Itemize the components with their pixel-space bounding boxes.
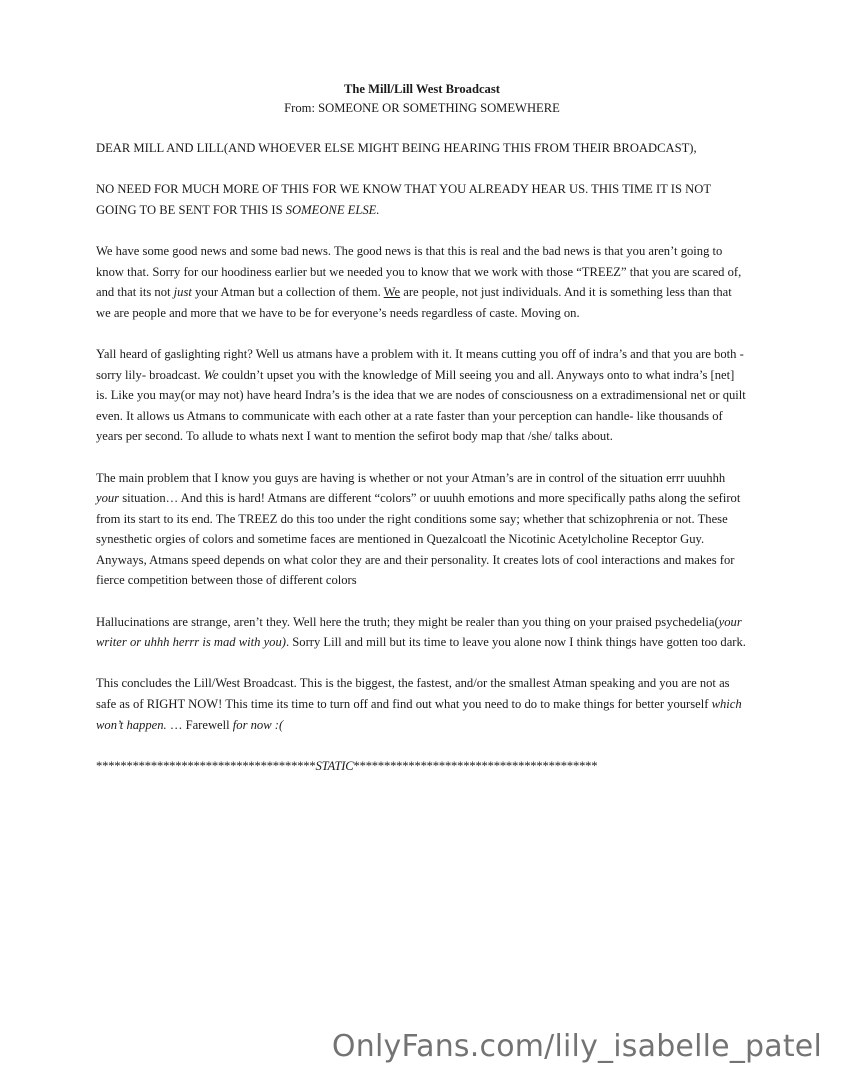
p1-text-e: are people, not just individuals. And it is something less than that we are people and more that we have to be for everyone’s needs regardless of caste. Moving on. bbox=[96, 285, 732, 320]
p4-text-c: . Sorry Lill and mill but its time to leave you alone now I think things have gotten too dark. bbox=[285, 635, 746, 650]
p4-italic-writer: your writer or uhhh herrr is mad with you) bbox=[96, 614, 742, 650]
static-word: STATIC bbox=[315, 758, 354, 773]
p5-text-c: … Farewell bbox=[166, 717, 233, 732]
p3-text-a: The main problem that I know you guys are having is whether or not your Atman’s are in control of the situation errr uuuhhh bbox=[96, 470, 726, 485]
p1-underline-we: We bbox=[383, 285, 401, 300]
p5-text-a: This concludes the Lill/West Broadcast. This is the biggest, the fastest, and/or the smallest Atman speaking and you are not as safe as of RIGHT NOW! This time its time to turn off and find out what you need to do to make things for better yourself bbox=[96, 676, 730, 712]
p1-text-a: We have some good news and some bad news. The good news is that this is real and the bad news is that you aren’t going to know that. Sorry for our hoodiness earlier but we needed you to know that we work with those “TREEZ” that you are scared of, and that its not bbox=[96, 243, 742, 300]
p5-italic-for-now: for now :( bbox=[232, 717, 284, 732]
salutation: DEAR MILL AND LILL(AND WHOEVER ELSE MIGHT BEING HEARING THIS FROM THEIR BROADCAST), bbox=[96, 141, 697, 155]
p1-italic-just: just bbox=[173, 285, 192, 300]
paragraph-atman-control bbox=[96, 468, 748, 592]
p1-text-c: your Atman but a collection of them. bbox=[191, 285, 384, 300]
document-page bbox=[96, 80, 748, 776]
document-from-line: From: SOMEONE OR SOMETHING SOMEWHERE bbox=[284, 101, 560, 115]
intro-paragraph bbox=[96, 179, 748, 220]
paragraph-conclusion bbox=[96, 673, 748, 735]
p3-text-c: situation… And this is hard! Atmans are different “colors” or uuuhh emotions and more specifically paths along the sefirot from its start to its end. The TREEZ do this too under the right conditions some say; whether that schizophrenia or not. These synesthetic orgies of colors and sometime faces are mentioned in Quezalcoatl the Nicotinic Acetylcholine Receptor Guy. Anyways, Atmans speed depends on what color they are and their personality. It creates lots of cool interactions and makes for fierce competition between those of different colors bbox=[96, 491, 741, 588]
p2-text-c: couldn’t upset you with the knowledge of Mill seeing you and all. Anyways onto to what indra’s [net] is. Like you may(or may not) have heard Indra’s is the idea that we are nodes of consciousness on a extradimensional net or quilt even. It allows us Atmans to communicate with each other at a rate faster than your perception can handle- like thousands of years per second. To allude to whats next I want to mention the sefirot body map that /she/ talks about. bbox=[96, 367, 746, 444]
watermark-text: OnlyFans.com/lily_isabelle_patel bbox=[331, 1029, 822, 1064]
paragraph-hallucinations bbox=[96, 612, 748, 653]
p2-text-a: Yall heard of gaslighting right? Well us atmans have a problem with it. It means cutting you off of indra’s and that you are both - sorry lily- broadcast. bbox=[96, 346, 744, 382]
static-stars-left: ************************************ bbox=[96, 758, 316, 773]
document-title: The Mill/Lill West Broadcast bbox=[344, 82, 500, 96]
paragraph-gaslighting bbox=[96, 344, 748, 447]
p5-italic-wont-happen: which won’t happen. bbox=[96, 697, 742, 732]
p2-italic-we: We bbox=[203, 367, 219, 382]
intro-text: NO NEED FOR MUCH MORE OF THIS FOR WE KNOW THAT YOU ALREADY HEAR US. THIS TIME IT IS NOT GOING TO BE SENT FOR THIS IS bbox=[96, 182, 711, 217]
p4-text-a: Hallucinations are strange, aren’t they. Well here the truth; they might be realer than you thing on your praised psychedelia( bbox=[96, 614, 719, 629]
paragraph-good-news bbox=[96, 241, 748, 323]
p3-italic-your: your bbox=[96, 491, 120, 506]
intro-italic: SOMEONE ELSE. bbox=[285, 202, 380, 217]
static-stars-right: **************************************** bbox=[353, 758, 598, 773]
static-divider bbox=[96, 756, 748, 777]
